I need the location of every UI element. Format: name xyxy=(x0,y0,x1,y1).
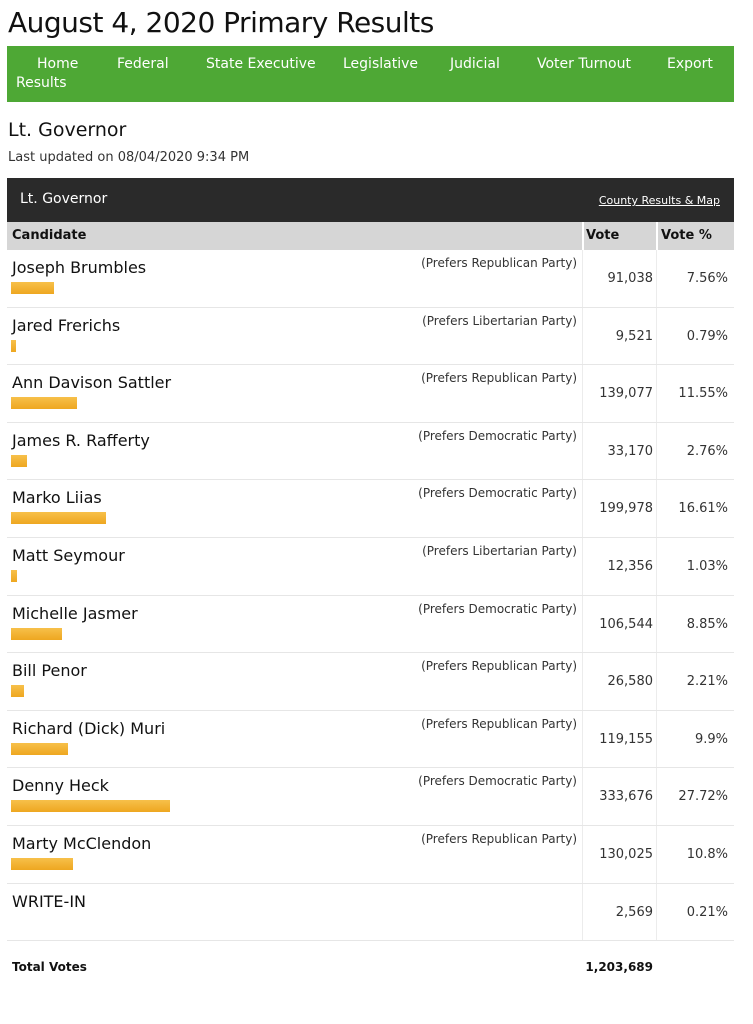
column-divider xyxy=(582,826,583,883)
column-divider xyxy=(656,250,657,307)
candidate-vote-pct: 0.21% xyxy=(686,904,728,920)
table-row xyxy=(7,480,734,538)
candidate-party: (Prefers Libertarian Party) xyxy=(422,313,577,328)
column-header-candidate: Candidate xyxy=(12,228,87,243)
vote-share-bar xyxy=(11,743,68,755)
candidate-name: Richard (Dick) Muri xyxy=(12,718,166,738)
column-divider xyxy=(582,480,583,537)
candidate-name: Joseph Brumbles xyxy=(12,258,147,277)
vote-share-bar xyxy=(11,282,54,294)
candidate-party: (Prefers Republican Party) xyxy=(421,659,577,674)
vote-share-bar xyxy=(11,340,16,352)
candidate-party: (Prefers Democratic Party) xyxy=(418,601,577,616)
candidate-party: (Prefers Democratic Party) xyxy=(418,428,577,443)
column-divider xyxy=(656,480,657,537)
column-divider xyxy=(582,308,583,365)
candidate-vote-count: 12,356 xyxy=(607,558,653,574)
column-divider xyxy=(656,538,657,595)
column-divider xyxy=(582,768,583,825)
candidate-vote-count: 2,569 xyxy=(615,904,653,920)
column-divider xyxy=(582,653,583,710)
candidate-vote-count: 139,077 xyxy=(599,386,653,402)
table-row xyxy=(7,365,734,423)
table-row xyxy=(7,308,734,366)
main-nav xyxy=(7,46,734,102)
candidate-name: Matt Seymour xyxy=(12,545,125,565)
vote-share-bar xyxy=(11,685,24,697)
candidate-vote-pct: 1.03% xyxy=(686,558,728,574)
last-updated: Last updated on 08/04/2020 9:34 PM xyxy=(8,150,250,165)
column-divider xyxy=(656,365,657,422)
column-divider xyxy=(582,423,583,480)
candidate-vote-pct: 9.9% xyxy=(694,731,728,747)
vote-share-bar xyxy=(11,570,17,582)
vote-share-bar xyxy=(11,858,73,870)
candidate-vote-pct: 10.8% xyxy=(686,846,728,862)
nav-judicial[interactable]: Judicial xyxy=(450,56,500,72)
candidate-party: (Prefers Democratic Party) xyxy=(418,486,577,501)
nav-export[interactable]: Export xyxy=(667,56,713,72)
total-votes-label: Total Votes xyxy=(12,960,87,974)
table-row xyxy=(7,768,734,826)
table-row xyxy=(7,826,734,884)
candidate-party: (Prefers Republican Party) xyxy=(421,716,577,731)
total-votes-value: 1,203,689 xyxy=(585,960,653,974)
vote-share-bar xyxy=(11,512,106,524)
candidate-party: (Prefers Republican Party) xyxy=(421,831,577,846)
table-row xyxy=(7,423,734,481)
column-divider xyxy=(656,423,657,480)
column-divider xyxy=(656,826,657,883)
candidate-vote-count: 119,155 xyxy=(599,731,653,747)
candidate-party: (Prefers Libertarian Party) xyxy=(422,543,577,558)
column-divider xyxy=(656,222,658,250)
candidate-name: Jared Frerichs xyxy=(12,315,121,335)
candidate-name: Ann Davison Sattler xyxy=(12,373,172,393)
candidate-vote-pct: 16.61% xyxy=(678,501,728,517)
candidate-party: (Prefers Democratic Party) xyxy=(418,774,577,789)
vote-share-bar xyxy=(11,397,77,409)
candidate-vote-count: 9,521 xyxy=(615,328,653,344)
candidate-vote-count: 33,170 xyxy=(607,443,653,459)
nav-state-executive[interactable]: State Executive xyxy=(206,56,316,72)
candidate-vote-count: 26,580 xyxy=(607,674,653,690)
candidate-vote-pct: 7.56% xyxy=(686,271,728,286)
candidate-vote-count: 91,038 xyxy=(607,271,653,286)
candidate-vote-pct: 8.85% xyxy=(686,616,728,632)
column-divider xyxy=(582,250,583,307)
county-results-link[interactable]: County Results & Map xyxy=(598,194,720,207)
candidate-name: Michelle Jasmer xyxy=(12,603,138,623)
candidate-party: (Prefers Republican Party) xyxy=(421,371,577,386)
nav-results[interactable]: Results xyxy=(16,75,67,91)
candidate-vote-pct: 0.79% xyxy=(686,328,728,344)
column-divider xyxy=(656,768,657,825)
vote-share-bar xyxy=(11,800,170,812)
candidate-name: Denny Heck xyxy=(12,776,109,796)
table-row xyxy=(7,250,734,308)
race-header-bar xyxy=(7,178,734,222)
nav-legislative[interactable]: Legislative xyxy=(343,56,418,72)
candidate-vote-pct: 27.72% xyxy=(678,789,728,805)
nav-home[interactable]: Home xyxy=(37,56,79,72)
candidate-vote-count: 333,676 xyxy=(599,789,653,805)
column-header-vote: Vote xyxy=(586,228,620,243)
column-divider xyxy=(656,884,657,941)
column-divider xyxy=(582,365,583,422)
candidate-vote-pct: 11.55% xyxy=(678,386,728,402)
candidate-name: WRITE-IN xyxy=(12,891,86,911)
table-row xyxy=(7,711,734,769)
race-header-title: Lt. Governor xyxy=(20,191,108,207)
candidate-vote-pct: 2.76% xyxy=(686,443,728,459)
vote-share-bar xyxy=(11,628,62,640)
nav-voter-turnout[interactable]: Voter Turnout xyxy=(537,56,631,72)
column-divider xyxy=(582,884,583,941)
table-row xyxy=(7,884,734,942)
column-divider xyxy=(582,538,583,595)
candidate-name: Marko Liias xyxy=(12,488,102,508)
column-divider xyxy=(656,596,657,653)
candidate-vote-count: 106,544 xyxy=(599,616,653,632)
candidate-vote-count: 130,025 xyxy=(599,846,653,862)
table-row xyxy=(7,596,734,654)
candidate-party: (Prefers Republican Party) xyxy=(421,256,577,270)
column-divider xyxy=(582,596,583,653)
candidate-name: James R. Rafferty xyxy=(12,430,150,450)
column-divider xyxy=(656,653,657,710)
column-divider xyxy=(582,711,583,768)
table-row xyxy=(7,653,734,711)
column-header-row xyxy=(7,222,734,250)
candidate-name: Bill Penor xyxy=(12,661,87,681)
race-heading: Lt. Governor xyxy=(8,119,127,141)
candidate-vote-count: 199,978 xyxy=(599,501,653,517)
column-header-vote-pct: Vote % xyxy=(661,228,712,243)
candidate-name: Marty McClendon xyxy=(12,833,152,853)
column-divider xyxy=(582,222,584,250)
total-votes-row xyxy=(7,955,734,983)
results-table xyxy=(7,250,734,941)
page-title: August 4, 2020 Primary Results xyxy=(8,6,434,39)
column-divider xyxy=(656,711,657,768)
candidate-vote-pct: 2.21% xyxy=(686,674,728,690)
table-row xyxy=(7,538,734,596)
column-divider xyxy=(656,308,657,365)
vote-share-bar xyxy=(11,455,27,467)
nav-federal[interactable]: Federal xyxy=(117,56,169,72)
